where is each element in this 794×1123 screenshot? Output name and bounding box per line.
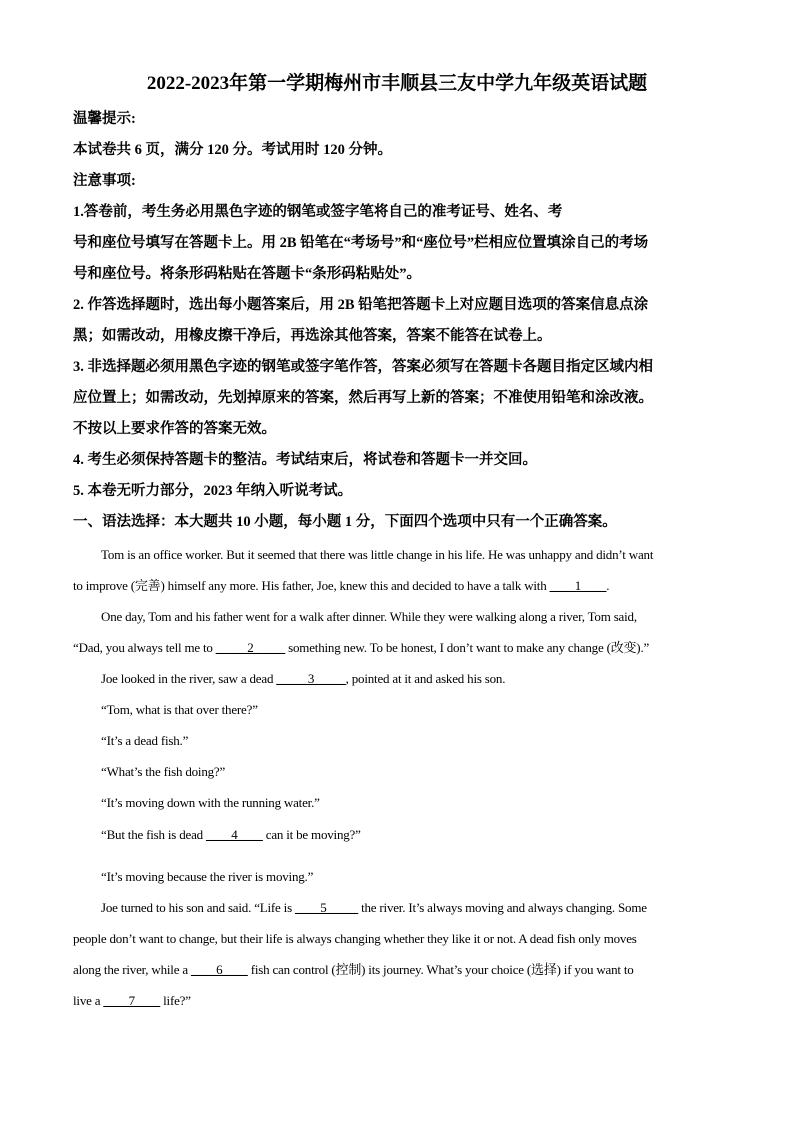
passage-text: to improve (完善) himself any more. His father, Joe, knew this and decided to have a talk with <box>73 578 550 593</box>
passage-text: “Tom, what is that over there?” <box>101 702 258 717</box>
passage-line <box>101 700 258 720</box>
passage-text: Joe looked in the river, saw a dead <box>101 671 277 686</box>
passage-line <box>101 825 361 845</box>
note-line: 5. 本卷无听力部分，2023 年纳入听说考试。 <box>73 483 353 499</box>
passage-text: live a <box>73 993 104 1008</box>
passage-text: One day, Tom and his father went for a walk after dinner. While they were walking along a river, Tom said, <box>101 609 637 624</box>
passage-text: can it be moving?” <box>262 827 361 842</box>
answer-blank: _____3_____ <box>276 671 346 686</box>
passage-text: . <box>606 578 610 593</box>
note-line: 4. 考生必须保持答题卡的整洁。考试结束后，将试卷和答题卡一并交回。 <box>73 452 537 468</box>
passage-text: the river. It’s always moving and always changing. Some <box>358 900 647 915</box>
answer-blank: _____2_____ <box>215 640 286 655</box>
passage-line <box>101 545 653 565</box>
note-line: 2. 作答选择题时，选出每小题答案后，用 2B 铅笔把答题卡上对应题目选项的答案信息点涂 <box>73 297 649 313</box>
tips-heading: 温馨提示: <box>73 111 136 127</box>
passage-text: “It’s moving down with the running water.” <box>101 795 320 810</box>
note-line: 黑；如需改动，用橡皮擦干净后，再选涂其他答案，答案不能答在试卷上。 <box>73 328 552 344</box>
note-line: 3. 非选择题必须用黑色字迹的钢笔或签字笔作答，答案必须写在答题卡各题目指定区域内相 <box>73 359 653 375</box>
answer-blank: ____5_____ <box>295 900 359 915</box>
passage-line <box>101 731 188 751</box>
passage-line <box>73 991 191 1011</box>
answer-blank: ____6____ <box>190 962 248 977</box>
passage-text: fish can control (控制) its journey. What’s your choice (选择) if you want to <box>247 962 634 977</box>
passage-line <box>73 960 634 980</box>
passage-line <box>101 669 505 689</box>
passage-text: something new. To be honest, I don’t want to make any change (改变).” <box>285 640 650 655</box>
note-line: 号和座位号。将条形码粘贴在答题卡“条形码粘贴处”。 <box>73 266 421 282</box>
passage-line <box>73 638 649 658</box>
passage-line <box>73 576 609 596</box>
note-line: 不按以上要求作答的答案无效。 <box>73 421 276 437</box>
answer-blank: ____4____ <box>206 827 263 842</box>
passage-text: Tom is an office worker. But it seemed that there was little change in his life. He was unhappy and didn’t want <box>101 547 654 562</box>
passage-text: “It’s a dead fish.” <box>101 733 189 748</box>
passage-line <box>101 867 313 887</box>
tips-text: 本试卷共 6 页，满分 120 分。考试用时 120 分钟。 <box>73 142 392 158</box>
passage-line <box>101 793 320 813</box>
answer-blank: ____7____ <box>103 993 161 1008</box>
passage-line <box>101 898 647 918</box>
section-heading: 一、语法选择：本大题共 10 小题，每小题 1 分，下面四个选项中只有一个正确答案。 <box>73 514 617 530</box>
page-title: 2022-2023年第一学期梅州市丰顺县三友中学九年级英语试题 <box>146 73 648 94</box>
passage-text: along the river, while a <box>73 962 191 977</box>
note-line: 应位置上；如需改动，先划掉原来的答案，然后再写上新的答案；不准使用铅笔和涂改液。 <box>73 390 653 406</box>
answer-blank: ____1____ <box>549 578 607 593</box>
passage-text: “But the fish is dead <box>101 827 206 842</box>
passage-line <box>101 762 225 782</box>
passage-text: “Dad, you always tell me to <box>73 640 216 655</box>
note-line: 1.答卷前，考生务必用黑色字迹的钢笔或签字笔将自己的准考证号、姓名、考 <box>73 204 563 220</box>
passage-text: life?” <box>160 993 191 1008</box>
passage-text: Joe turned to his son and said. “Life is <box>101 900 295 915</box>
passage-line <box>101 607 637 627</box>
passage-text: people don’t want to change, but their life is always changing whether they like it or not. A dead fish only moves <box>73 931 637 946</box>
passage-text: “It’s moving because the river is moving.” <box>101 869 314 884</box>
note-line: 号和座位号填写在答题卡上。用 2B 铅笔在“考场号”和“座位号”栏相应位置填涂自己的考场 <box>73 235 649 251</box>
passage-text: , pointed at it and asked his son. <box>345 671 506 686</box>
passage-text: “What’s the fish doing?” <box>101 764 226 779</box>
passage-line <box>73 929 637 949</box>
notes-heading: 注意事项: <box>73 173 136 189</box>
